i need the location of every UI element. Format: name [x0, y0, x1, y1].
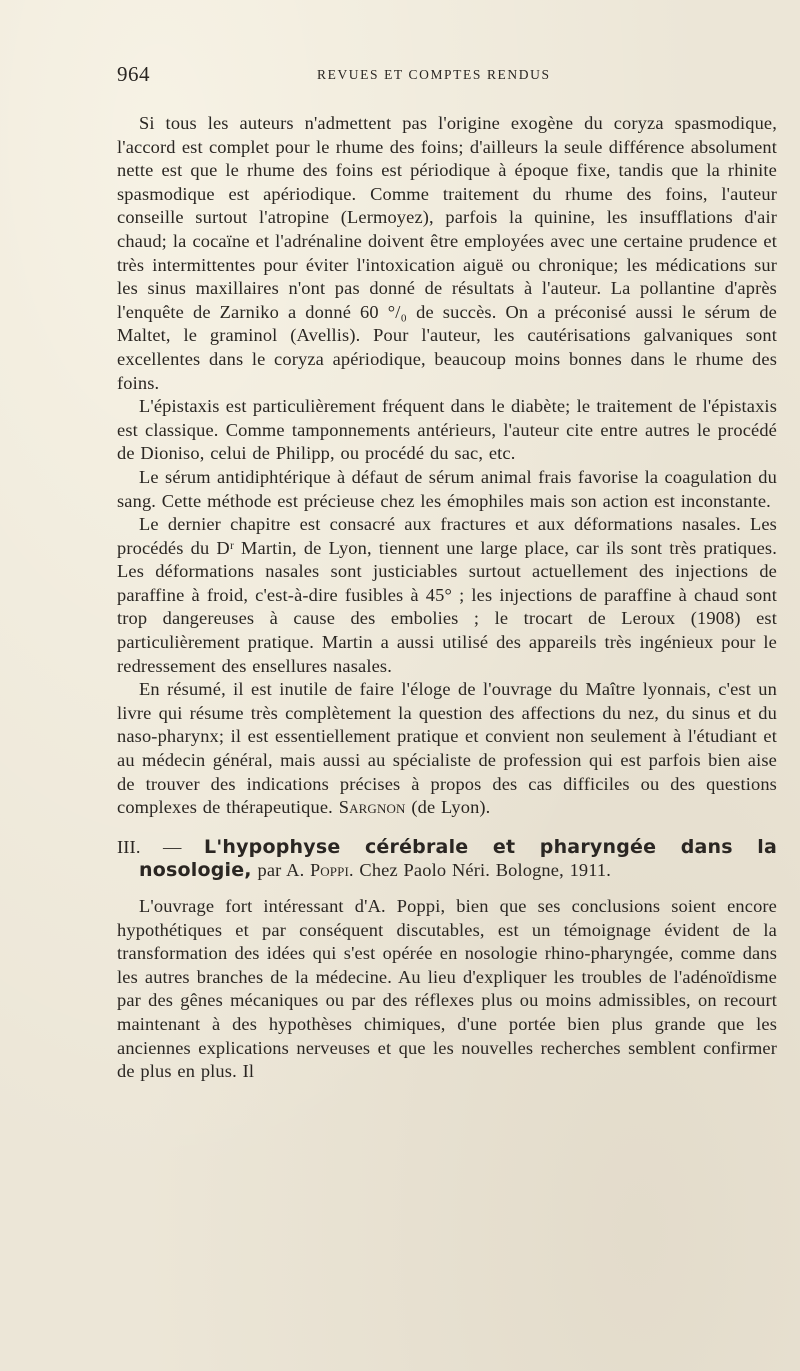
- paragraph-poppi-review: L'ouvrage fort intéressant d'A. Poppi, bien que ses conclusions soient encore hypothétiques et par conséquent discutables, est un témoignage évident de la transformation des idées qui s'est opérée en nosologie rhino-pharyngée, comme dans les autres branches de la médecine. Au lieu d'expliquer les troubles de l'adénoïdisme par des gênes mécaniques ou par des réflexes plus ou moins admissibles, on recourt maintenant à des hypothèses chimiques, d'une portée bien plus grande que les anciennes explications nerveuses et que les nouvelles recherches semblent confirmer de plus en plus. Il: [117, 896, 777, 1082]
- paragraph-serum: Le sérum antidiphtérique à défaut de sérum animal frais favorise la coagulation du sang. Cette méthode est précieuse chez les émophiles mais son action est inconstante.: [117, 466, 777, 511]
- reviewer-location: (de Lyon).: [411, 797, 491, 818]
- paragraph-coryza: Si tous les auteurs n'admettent pas l'origine exogène du coryza spasmodique, l'accord est complet pour le rhume des foins; d'ailleurs la seule différence absolument nette est que le rhume des foins est périodique à époque fixe, tandis que la rhinite spasmodique est apériodique. Comme traitement du rhume des foins, l'auteur conseille surtout l'atropine (Lermoyez), parfois la quinine, les insufflations d'air chaud; la cocaïne et l'adrénaline doivent être employées avec une certaine prudence et très intermittentes pour éviter l'intoxication aiguë ou chronique; les médications sur les sinus maxillaires n'ont pas donné de résultats à l'auteur. La pollantine d'après l'enquête de Zarniko a donné 60 °/₀ de succès. On a préconisé aussi le sérum de Maltet, le graminol (Avellis). Pour l'auteur, les cautérisations galvaniques sont excellentes dans le coryza apériodique, beaucoup moins bonnes dans le rhume des foins.: [117, 113, 777, 393]
- section-author: Poppi.: [310, 860, 354, 881]
- summary-text: En résumé, il est inutile de faire l'éloge de l'ouvrage du Maître lyonnais, c'est un livre qui résume très complètement la question des affections du nez, du sinus et du naso-pharynx; il est essentiellement pratique et convient non seulement à l'étudiant et au médecin général, mais aussi au spécialiste de profession qui est parfois bien aise de trouver des indications précises à propos des cas difficiles ou des questions complexes de thérapeutique.: [117, 679, 777, 818]
- running-title: REVUES ET COMPTES RENDUS: [317, 67, 551, 82]
- section-publication: Chez Paolo Néri. Bologne, 1911.: [359, 860, 612, 881]
- paragraph-summary: [117, 678, 777, 820]
- running-head: [117, 62, 777, 92]
- section-by: par A.: [257, 860, 305, 881]
- paragraph-fractures: Le dernier chapitre est consacré aux fractures et aux déformations nasales. Les procédés du Dʳ Martin, de Lyon, tiennent une large place, car ils sont très pratiques. Les déformations nasales sont justiciables surtout actuellement des injections de paraffine à froid, c'est-à-dire fusibles à 45° ; les injections de paraffine à chaud sont trop dangereuses à cause des embolies ; le trocart de Leroux (1908) est particulièrement pratique. Martin a aussi utilisé des appareils très ingénieux pour le redressement des ensellures nasales.: [117, 514, 777, 676]
- page-number: 964: [117, 62, 150, 86]
- body-text: [117, 112, 777, 1084]
- paragraph-epistaxis: L'épistaxis est particulièrement fréquent dans le diabète; le traitement de l'épistaxis est classique. Comme tamponnements antérieurs, l'auteur cite entre autres le procédé de Dioniso, celui de Philipp, ou procédé du sac, etc.: [117, 396, 777, 464]
- section-heading: [117, 836, 777, 883]
- reviewer-name: Sargnon: [338, 797, 406, 818]
- section-title: L'hypophyse cérébrale et pharyngée dans la nosologie,: [139, 835, 778, 882]
- section-number: III. —: [117, 836, 182, 857]
